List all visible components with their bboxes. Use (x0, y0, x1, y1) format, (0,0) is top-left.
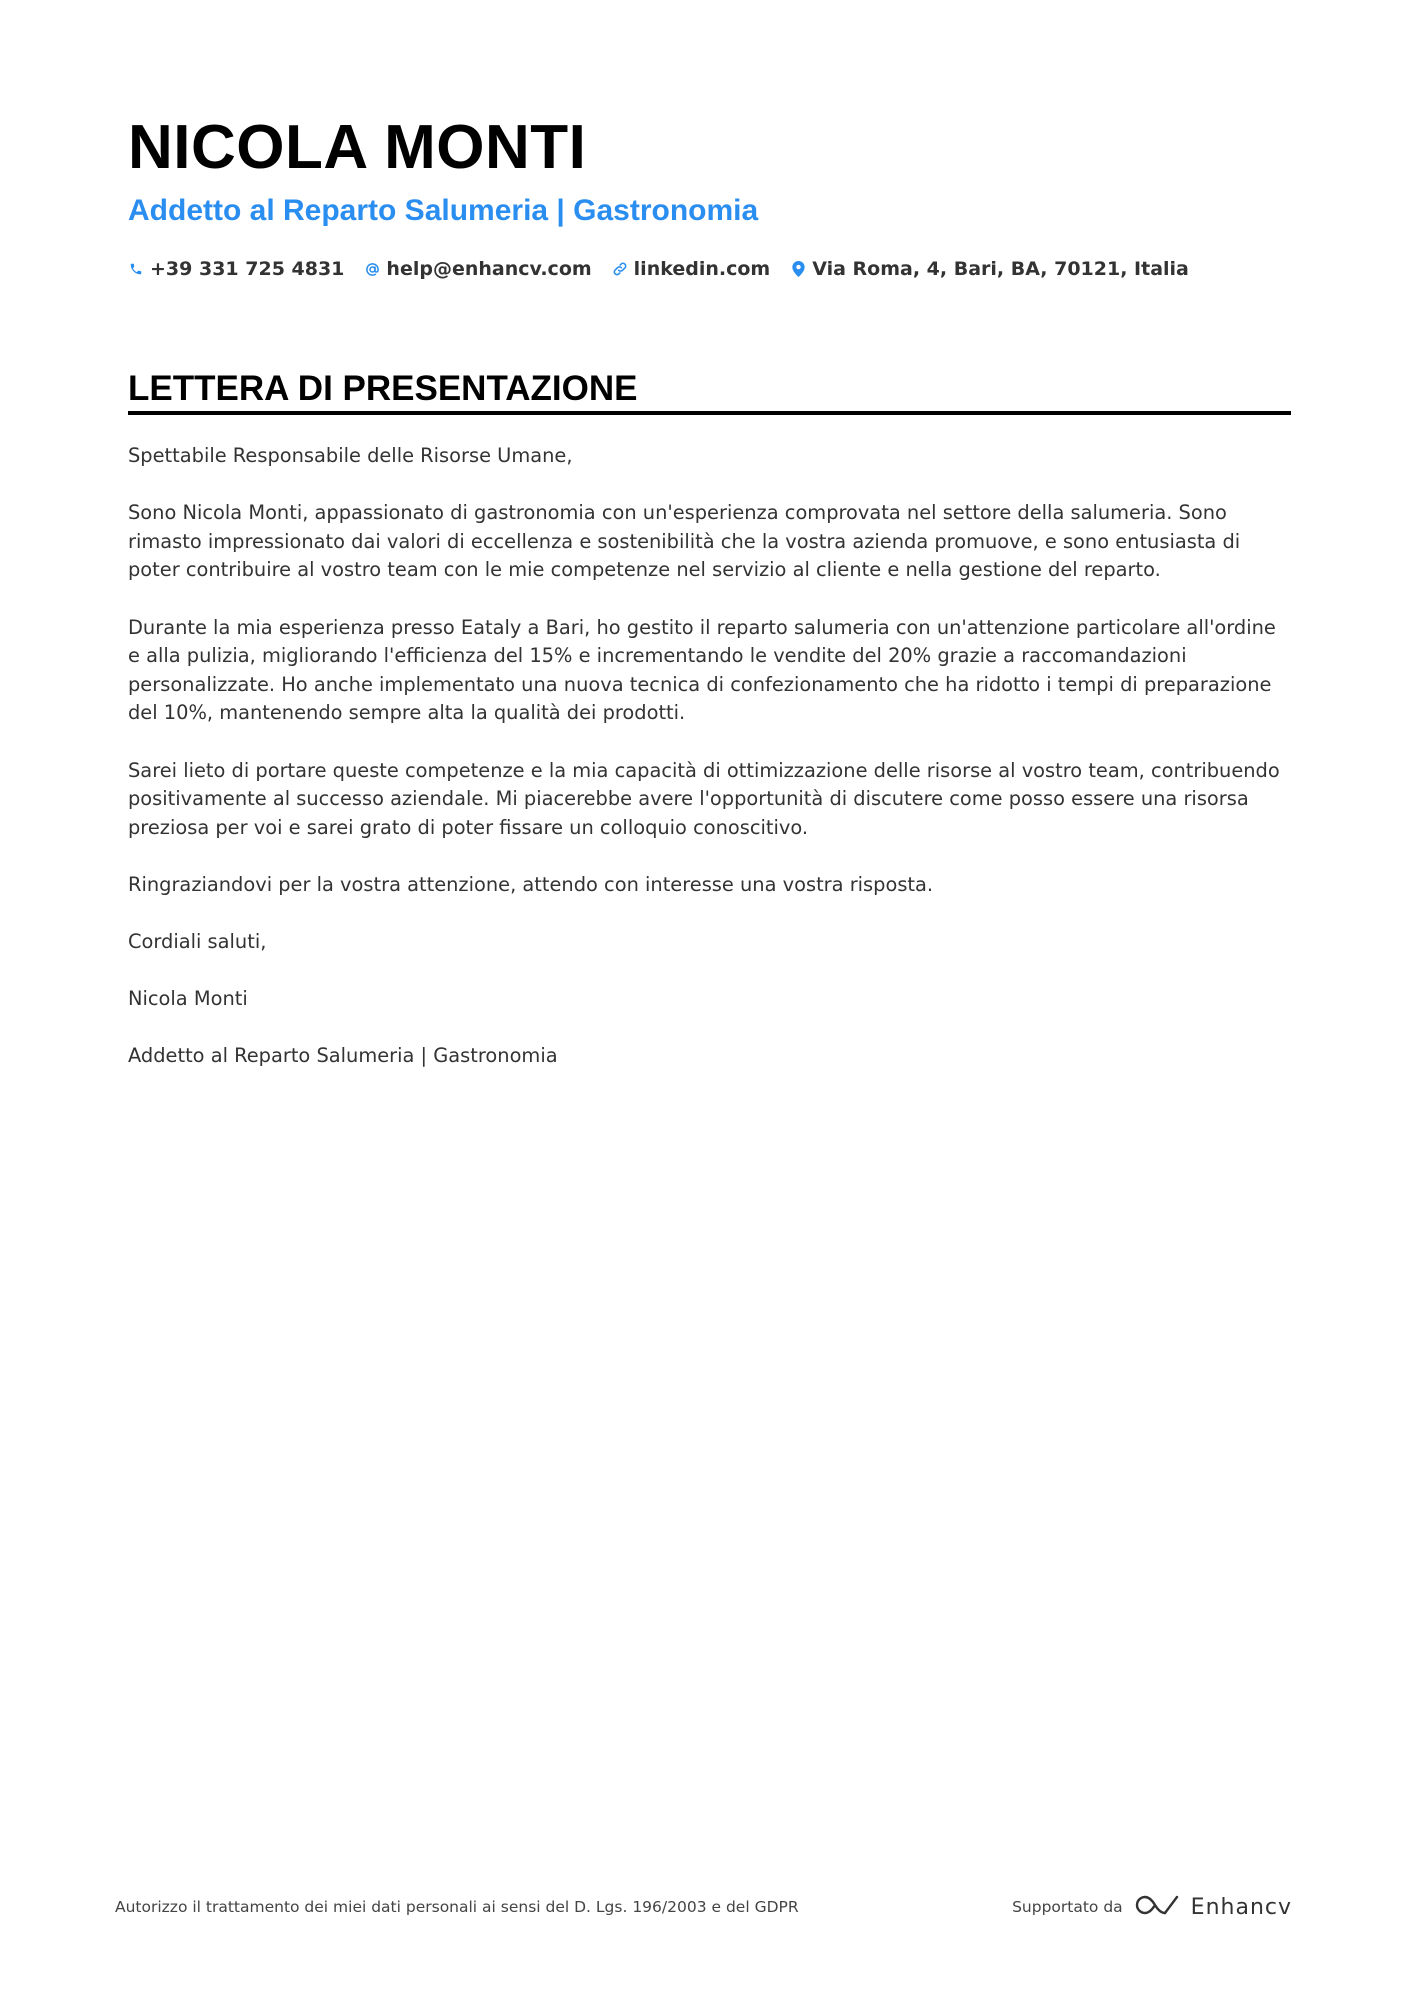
contact-linkedin[interactable] (612, 258, 771, 280)
privacy-note: Autorizzo il trattamento dei miei dati personali ai sensi del D. Lgs. 196/2003 e del GDPR (115, 1898, 799, 1916)
letter-paragraph: Ringraziandovi per la vostra attenzione, attendo con interesse una vostra risposta. (128, 872, 934, 896)
link-icon (612, 260, 628, 278)
section-divider (128, 411, 1291, 415)
contact-phone-text: +39 331 725 4831 (150, 258, 345, 280)
enhancv-logo-icon (1135, 1893, 1181, 1921)
contact-email[interactable] (364, 258, 591, 280)
section-title: LETTERA DI PRESENTAZIONE (128, 369, 638, 408)
letter-paragraph: Sarei lieto di portare queste competenze e la mia capacità di ottimizzazione delle risorse al vostro team, contribuendo positivamente al successo aziendale. Mi piacerebbe avere l'opportunità di discutere come posso essere una risorsa preziosa per voi e sarei grato di poter fissare un colloquio conoscitivo. (128, 758, 1280, 839)
location-pin-icon (790, 260, 806, 278)
candidate-name: NICOLA MONTI (128, 113, 587, 182)
at-icon (364, 260, 380, 278)
signature-name: Nicola Monti (128, 987, 248, 1011)
letter-paragraph: Durante la mia esperienza presso Eataly a Bari, ho gestito il reparto salumeria con un'attenzione particolare all'ordine e alla pulizia, migliorando l'efficienza del 15% e incrementando le vendite del 20% grazie a raccomandazioni personalizzate. Ho anche implementato una nuova tecnica di confezionamento che ha ridotto i tempi di preparazione del 10%, mantenendo sempre alta la qualità dei prodotti. (128, 615, 1276, 725)
contact-phone (128, 258, 344, 280)
candidate-role: Addetto al Reparto Salumeria | Gastronomia (128, 194, 759, 227)
letter-closing: Cordiali saluti, (128, 930, 267, 954)
powered-by-label: Supportato da (1012, 1898, 1123, 1916)
letter-body (128, 442, 1291, 1100)
contact-linkedin-text[interactable]: linkedin.com (633, 258, 771, 280)
letter-greeting: Spettabile Responsabile delle Risorse Umane, (128, 444, 573, 467)
contact-address-text: Via Roma, 4, Bari, BA, 70121, Italia (812, 258, 1189, 280)
brand-name: Enhancv (1190, 1894, 1292, 1920)
letter-paragraph: Sono Nicola Monti, appassionato di gastronomia con un'esperienza comprovata nel settore della salumeria. Sono rimasto impressionato dai valori di eccellenza e sostenibilità che la vostra azienda promuove, e sono entusiasta di poter contribuire al vostro team con le mie competenze nel servizio al cliente e nella gestione del reparto. (128, 501, 1241, 582)
phone-icon (128, 260, 144, 278)
signature-role: Addetto al Reparto Salumeria | Gastronomia (128, 1044, 558, 1068)
contact-bar (128, 254, 1209, 284)
contact-address (790, 258, 1189, 280)
powered-by[interactable] (1012, 1893, 1292, 1921)
contact-email-text[interactable]: help@enhancv.com (386, 258, 592, 280)
